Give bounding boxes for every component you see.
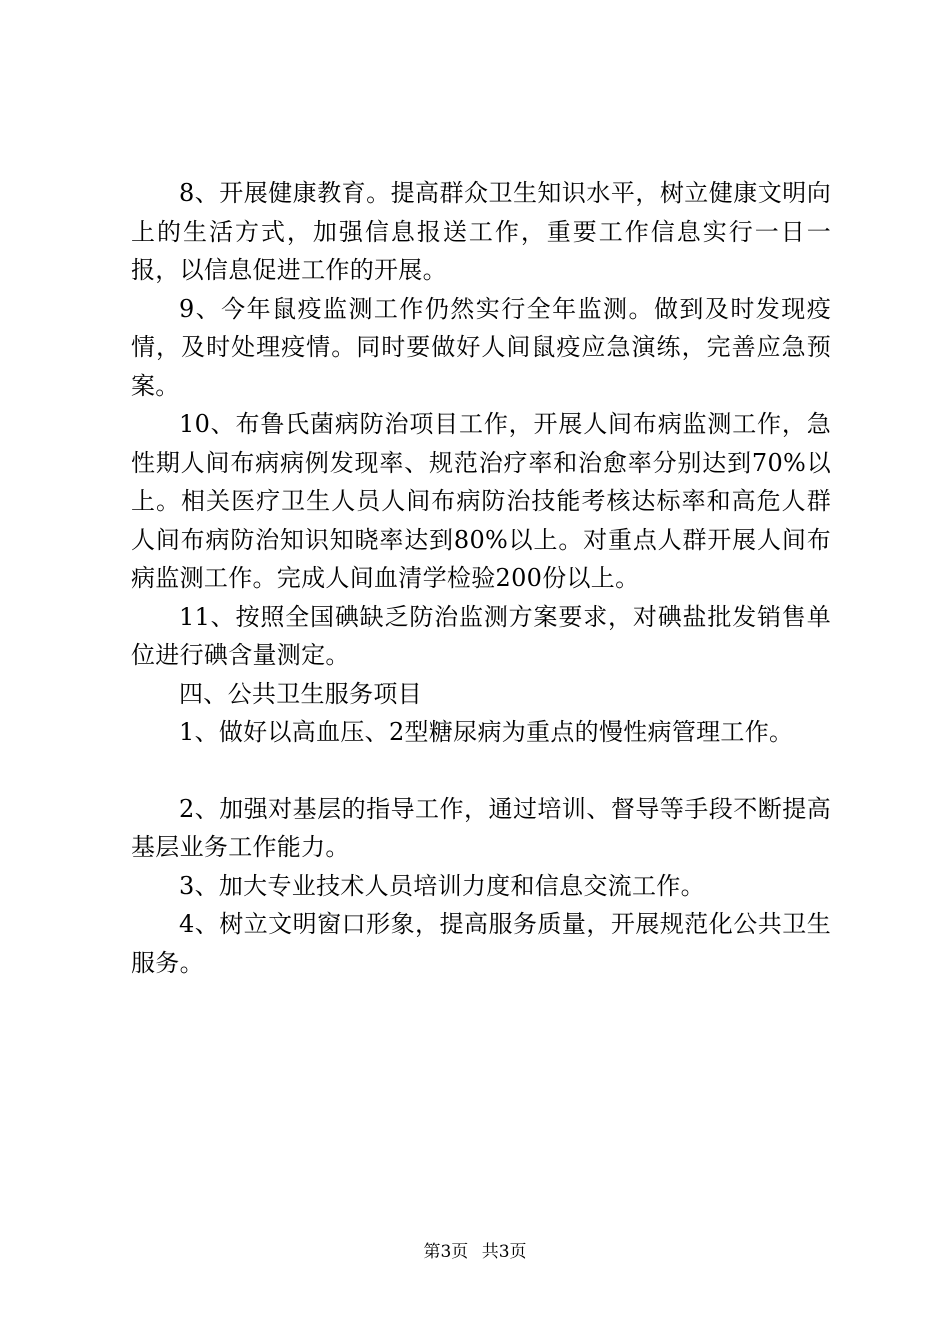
page-total: 共3页 [481, 1242, 527, 1262]
paragraph-item-8: 8、开展健康教育。提高群众卫生知识水平，树立健康文明向上的生活方式，加强信息报送工作，重要工作信息实行一日一报，以信息促进工作的开展。 [131, 179, 831, 284]
paragraph-item-11: 11、按照全国碘缺乏防治监测方案要求，对碘盐批发销售单位进行碘含量测定。 [131, 602, 831, 669]
page-footer [0, 1241, 950, 1263]
paragraph-item-10: 10、布鲁氏菌病防治项目工作，开展人间布病监测工作，急性期人间布病病例发现率、规范治疗率和治愈率分别达到70%以上。相关医疗卫生人员人间布病防治技能考核达标率和高危人群人间布病防治知识知晓率达到80%以上。对重点人群开展人间布病监测工作。完成人间血清学检验200份以上。 [131, 410, 831, 592]
section-heading-public-health: 四、公共卫生服务项目 [179, 679, 422, 708]
paragraph-item-9: 9、今年鼠疫监测工作仍然实行全年监测。做到及时发现疫情，及时处理疫情。同时要做好人间鼠疫应急演练，完善应急预案。 [131, 294, 831, 400]
paragraph-item-3: 3、加大专业技术人员培训力度和信息交流工作。 [179, 871, 705, 900]
document-body [131, 174, 831, 982]
paragraph-item-4: 4、树立文明窗口形象，提高服务质量，开展规范化公共卫生服务。 [131, 910, 831, 977]
paragraph-item-1: 1、做好以高血压、2型糖尿病为重点的慢性病管理工作。 [179, 718, 794, 746]
page-number: 第3页 [423, 1242, 469, 1262]
paragraph-item-2: 2、加强对基层的指导工作，通过培训、督导等手段不断提高基层业务工作能力。 [131, 794, 831, 861]
